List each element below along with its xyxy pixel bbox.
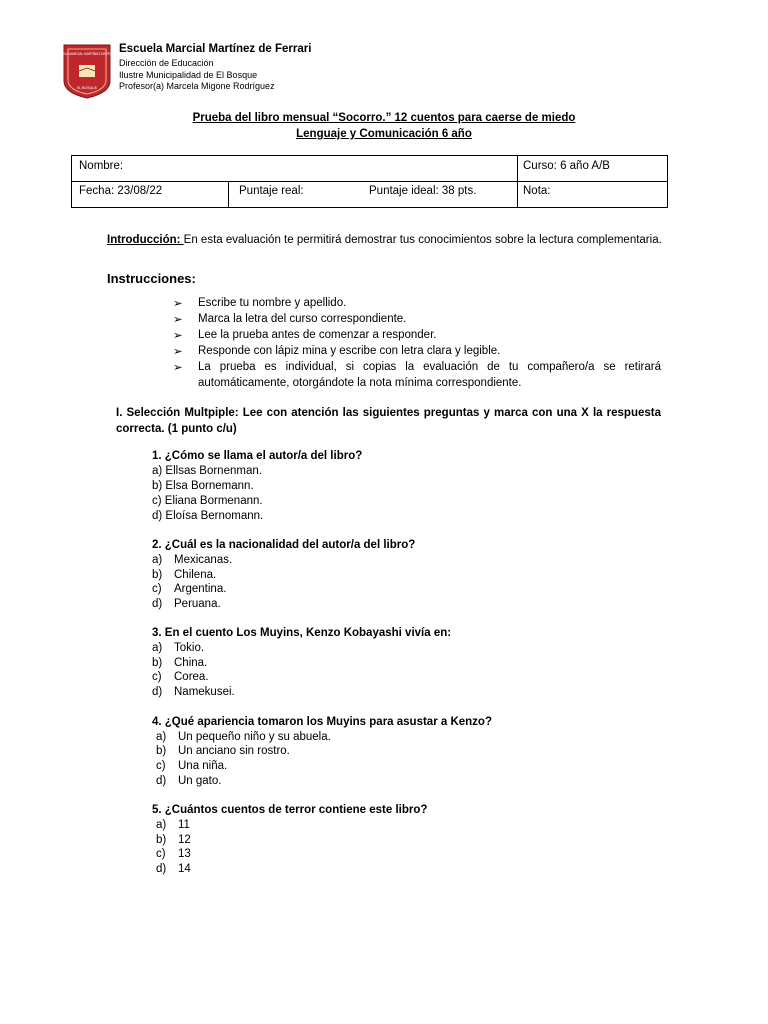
question-4-letter-c: c) [156, 760, 166, 772]
question-5-letter-c: c) [156, 848, 166, 860]
instruction-item: Marca la letra del curso correspondiente. [198, 313, 407, 325]
question-5-option-b: 12 [178, 834, 191, 846]
instruction-item: Lee la prueba antes de comenzar a responder. [198, 329, 437, 341]
question-4-option-b: Un anciano sin rostro. [178, 745, 290, 757]
instruction-item: Escribe tu nombre y apellido. [198, 297, 347, 309]
header-line-2: Ilustre Municipalidad de El Bosque [119, 69, 258, 80]
question-5-letter-d: d) [156, 863, 167, 875]
question-4-option-d: Un gato. [178, 775, 222, 787]
question-4: 4. ¿Qué apariencia tomaron los Muyins para asustar a Kenzo? [152, 716, 492, 728]
question-5-option-c: 13 [178, 848, 191, 860]
school-name: Escuela Marcial Martínez de Ferrari [119, 43, 312, 55]
puntaje-ideal-label: Puntaje ideal: 38 pts. [369, 185, 477, 197]
bullet-arrow-icon: ➢ [173, 362, 183, 374]
question-1-option-b: b) Elsa Bornemann. [152, 480, 254, 492]
question-4-letter-b: b) [156, 745, 167, 757]
question-4-letter-d: d) [156, 775, 167, 787]
question-5-option-d: 14 [178, 863, 191, 875]
question-5: 5. ¿Cuántos cuentos de terror contiene este libro? [152, 804, 428, 816]
school-logo [53, 43, 121, 99]
header-line-3: Profesor(a) Marcela Migone Rodríguez [119, 81, 275, 91]
question-4-letter-a: a) [156, 731, 167, 743]
question-2-letter-a: a) [152, 554, 163, 566]
student-info-table [71, 155, 668, 208]
question-3-option-b: China. [174, 657, 208, 669]
question-2-option-c: Argentina. [174, 583, 227, 595]
bullet-arrow-icon: ➢ [173, 314, 183, 326]
puntaje-real-label: Puntaje real: [239, 185, 304, 197]
question-1-option-d: d) Eloísa Bernomann. [152, 510, 264, 522]
instruction-item: La prueba es individual, si copias la evaluación de tu compañero/a se retirará automáticamente, otorgándote la nota mínima correspondiente. [198, 361, 661, 389]
question-2: 2. ¿Cuál es la nacionalidad del autor/a del libro? [152, 539, 416, 551]
question-3-letter-c: c) [152, 671, 162, 683]
question-1: 1. ¿Cómo se llama el autor/a del libro? [152, 450, 363, 462]
curso-label: Curso: 6 año A/B [523, 160, 610, 172]
header-line-1: Dirección de Educación [119, 58, 214, 68]
question-3-option-c: Corea. [174, 671, 209, 683]
question-3-letter-b: b) [152, 657, 163, 669]
question-2-option-b: Chilena. [174, 569, 217, 581]
question-1-option-c: c) Eliana Bormenann. [152, 495, 263, 507]
question-5-letter-b: b) [156, 834, 167, 846]
question-1-option-a: a) Ellsas Bornenman. [152, 465, 262, 477]
instructions-heading: Instrucciones: [107, 271, 196, 286]
introduction-text: En esta evaluación te permitirá demostrar tus conocimientos sobre la lectura complementaria. [183, 234, 662, 246]
question-3-option-d: Namekusei. [174, 686, 235, 698]
bullet-arrow-icon: ➢ [173, 346, 183, 358]
question-3-option-a: Tokio. [174, 642, 205, 654]
section-1-title: I. Selección Multpiple: Lee con atención las siguientes preguntas y marca con una X la respuesta correcta. (1 punto c/u) [116, 407, 661, 435]
question-5-option-a: 11 [178, 819, 190, 831]
question-2-letter-b: b) [152, 569, 163, 581]
introduction [107, 232, 667, 248]
instruction-item: Responde con lápiz mina y escribe con letra clara y legible. [198, 345, 501, 357]
question-2-letter-d: d) [152, 598, 163, 610]
question-3-letter-a: a) [152, 642, 163, 654]
question-3-letter-d: d) [152, 686, 163, 698]
logo-text-bottom: EL BOSQUE [76, 86, 98, 90]
test-subtitle: Lenguaje y Comunicación 6 año [296, 128, 472, 140]
nota-label: Nota: [523, 185, 551, 197]
introduction-label: Introducción: [107, 234, 184, 246]
question-5-letter-a: a) [156, 819, 167, 831]
question-4-option-c: Una niña. [178, 760, 228, 772]
fecha-label: Fecha: 23/08/22 [79, 185, 163, 197]
test-title: Prueba del libro mensual “Socorro.” 12 cuentos para caerse de miedo [192, 112, 576, 124]
question-2-option-d: Peruana. [174, 598, 221, 610]
question-4-option-a: Un pequeño niño y su abuela. [178, 731, 331, 743]
question-2-letter-c: c) [152, 583, 162, 595]
question-2-option-a: Mexicanas. [174, 554, 233, 566]
bullet-arrow-icon: ➢ [173, 330, 183, 342]
logo-text-top: ESCUELA MARCIAL MARTÍNEZ DE FERRARI [53, 52, 121, 56]
nombre-label: Nombre: [79, 160, 124, 172]
bullet-arrow-icon: ➢ [173, 298, 183, 310]
question-3: 3. En el cuento Los Muyins, Kenzo Kobayashi vivía en: [152, 627, 452, 639]
